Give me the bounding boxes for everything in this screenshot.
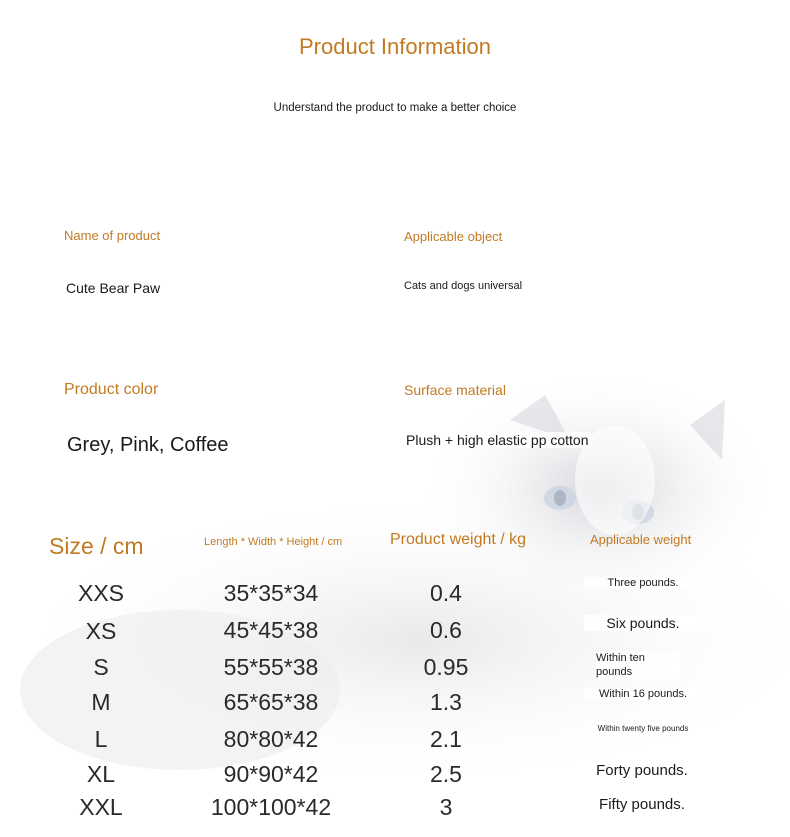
size-cell: XL [86,761,116,787]
weight-cell: 2.1 [430,726,462,752]
applicable-weight-cell: Fifty pounds. [599,796,685,813]
surface-material-value: Plush + high elastic pp cotton [406,432,589,448]
applicable-weight-cell: Forty pounds. [596,762,688,779]
dimensions-cell: 45*45*38 [223,617,319,643]
size-cell: M [91,689,111,715]
dimensions-cell: 80*80*42 [223,726,319,752]
weight-cell: 3 [439,794,453,820]
size-cell: XS [85,618,117,644]
size-cell: S [93,654,109,680]
dimensions-cell: 35*35*34 [223,580,319,606]
surface-material-label: Surface material [404,382,506,398]
page-title: Product Information [299,34,491,59]
weight-cell: 0.95 [423,654,469,680]
applicable-object-value: Cats and dogs universal [404,280,523,292]
dimensions-column-header: Length * Width * Height / cm [204,536,343,548]
applicable-weight-cell: Six pounds. [584,615,702,631]
dimensions-cell: 90*90*42 [223,761,319,787]
page-subtitle: Understand the product to make a better choice [273,102,517,114]
size-cell: L [94,726,108,752]
size-cell: XXS [77,580,125,606]
applicable-weight-column-header: Applicable weight [590,532,692,547]
product-name-value: Cute Bear Paw [66,280,161,296]
dimensions-cell: 55*55*38 [223,654,319,680]
size-column-header: Size / cm [49,533,144,559]
dimensions-cell: 100*100*42 [210,794,332,820]
weight-cell: 0.6 [430,617,462,643]
size-cell: XXL [79,794,123,820]
product-color-value: Grey, Pink, Coffee [67,434,229,456]
product-weight-column-header: Product weight / kg [390,531,527,548]
weight-cell: 1.3 [430,689,462,715]
weight-cell: 2.5 [430,761,462,787]
product-name-label: Name of product [64,228,161,243]
applicable-object-label: Applicable object [404,229,503,244]
applicable-weight-cell: Within ten pounds [596,651,680,679]
dimensions-cell: 65*65*38 [223,689,319,715]
applicable-weight-cell: Three pounds. [584,577,702,589]
applicable-weight-cell: Within twenty five pounds [588,724,698,733]
weight-cell: 0.4 [430,580,462,606]
applicable-weight-cell: Within 16 pounds. [584,688,702,700]
product-color-label: Product color [64,381,159,398]
